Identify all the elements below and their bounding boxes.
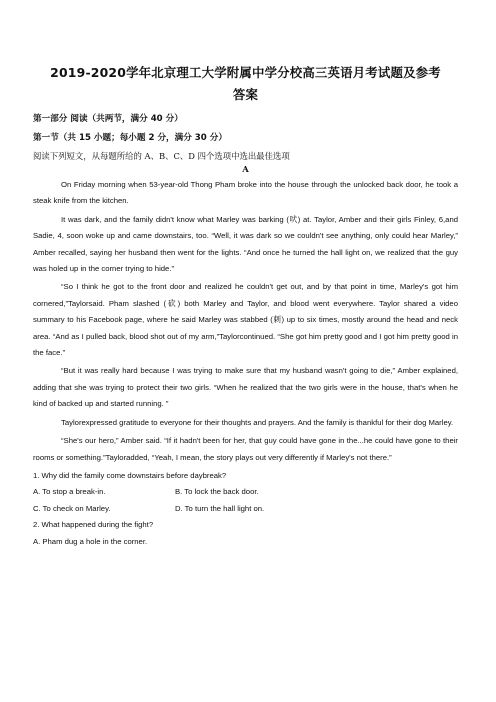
paragraph: “But it was really hard because I was trying to make sure that my husband wasn't going to die,” Amber explained, adding that she was trying to protect their two girls. “When he realized that the two girls were in the house, that's when he kind of backed up and started running. ” (33, 366, 458, 409)
option-a: A. Pham dug a hole in the corner. (33, 536, 148, 546)
question-1-options-row-1 (33, 484, 458, 500)
part-heading: 第一部分 阅读（共两节，满分 40 分） (33, 114, 183, 124)
paragraph: Taylorexpressed gratitude to everyone for their thoughts and prayers. And the family is thankful for their dog Marley. (61, 417, 454, 427)
question-1: 1. Why did the family come downstairs before daybreak? (33, 470, 227, 480)
instruction-text: 阅读下列短文，从每题所给的 A、B、C、D 四个选项中选出最佳选项 (33, 151, 290, 161)
option-c: C. To check on Marley. (33, 503, 111, 513)
question-2: 2. What happened during the fight? (33, 520, 154, 530)
option-b: B. To lock the back door. (175, 487, 259, 497)
question-1-options-row-2 (33, 501, 458, 517)
section-heading: 第一节（共 15 小题；每小题 2 分，满分 30 分） (33, 133, 227, 143)
title-line-1: 2019-2020学年北京理工大学附属中学分校高三英语月考试题及参考 (50, 65, 441, 80)
paragraph: It was dark, and the family didn't know what Marley was barking (吠) at. Taylor, Amber and their girls Finley, 6,and Sadie, 4, soon woke up and came downstairs, too. “Well, it was dark so we couldn't see anything, only could hear Marley,” Amber recalled, saying her husband then went for the lights. “And once he turned the hall light on, we realized that the guy was holed up in the corner trying to hide.” (33, 214, 458, 274)
passage-label: A (242, 164, 249, 174)
title-line-2: 答案 (232, 87, 259, 102)
option-a: A. To stop a break-in. (33, 487, 106, 497)
paragraph: On Friday morning when 53-year-old Thong Pham broke into the house through the unlocked back door, he took a steak knife from the kitchen. (33, 180, 458, 206)
paragraph: “She's our hero,” Amber said. “If it hadn't been for her, that guy could have gone in the...he could have gone to their rooms or something.”Tayloradded, “Yeah, I mean, the story plays out very differently if Marley's not there.” (33, 436, 458, 462)
page-title (33, 62, 458, 106)
paragraph: “So I think he got to the front door and realized he couldn't get out, and by that point in time, Marley's got him cornered,”Taylorsaid. Pham slashed (砍) both Marley and Taylor, and blood went everywhere. Taylor shared a video summary to his Facebook page, where he said Marley was stabbed (刺) up to six times, mostly around the head and neck area. “And as I pulled back, blood shot out of my arm,”Taylorcontinued. “She got him pretty good and I got him pretty good in the face.” (33, 282, 458, 358)
option-d: D. To turn the hall light on. (175, 503, 265, 513)
